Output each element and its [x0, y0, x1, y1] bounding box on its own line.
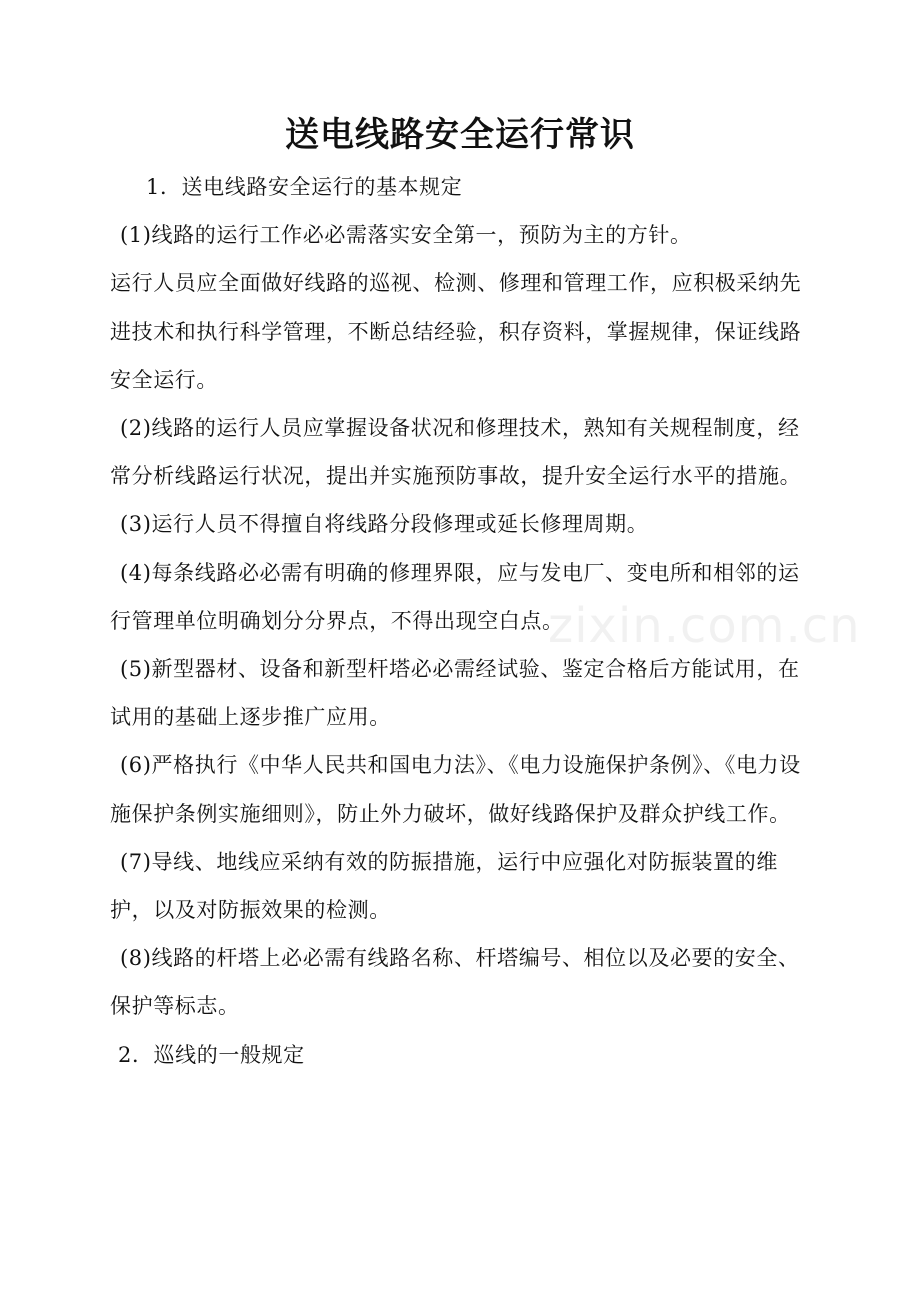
section-heading: 1．送电线路安全运行的基本规定: [146, 175, 463, 199]
paragraph: (4)每条线路必必需有明确的修理界限，应与发电厂、变电所和相邻的运行管理单位明确划分分界点，不得出现空白点。: [110, 560, 800, 633]
document-body: [110, 163, 812, 1079]
paragraph: (3)运行人员不得擅自将线路分段修理或延长修理周期。: [120, 512, 649, 537]
paragraph: 运行人员应全面做好线路的巡视、检测、修理和管理工作，应积极采纳先进技术和执行科学管理，不断总结经验，积存资料，掌握规律，保证线路安全运行。: [110, 271, 802, 392]
paragraph: (2)线路的运行人员应掌握设备状况和修理技术，熟知有关规程制度，经常分析线路运行状况，提出并实施预防事故，提升安全运行水平的措施。: [110, 416, 802, 489]
section-heading: 2．巡线的一般规定: [118, 1042, 305, 1067]
document-title: 送电线路安全运行常识: [285, 115, 635, 155]
paragraph: (8)线路的杆塔上必必需有线路名称、杆塔编号、相位以及必要的安全、保护等标志。: [110, 946, 800, 1019]
paragraph: (1)线路的运行工作必必需落实安全第一，预防为主的方针。: [120, 223, 692, 248]
watermark: zixin.com.cn: [548, 598, 861, 654]
paragraph: (6)严格执行《中华人民共和国电力法》、《电力设施保护条例》、《电力设施保护条例实施细则》，防止外力破坏，做好线路保护及群众护线工作。: [110, 753, 801, 826]
paragraph: (7)导线、地线应采纳有效的防振措施，运行中应强化对防振装置的维护，以及对防振效果的检测。: [110, 849, 778, 923]
paragraph: (5)新型器材、设备和新型杆塔必必需经试验、鉴定合格后方能试用，在试用的基础上逐步推广应用。: [110, 657, 800, 730]
